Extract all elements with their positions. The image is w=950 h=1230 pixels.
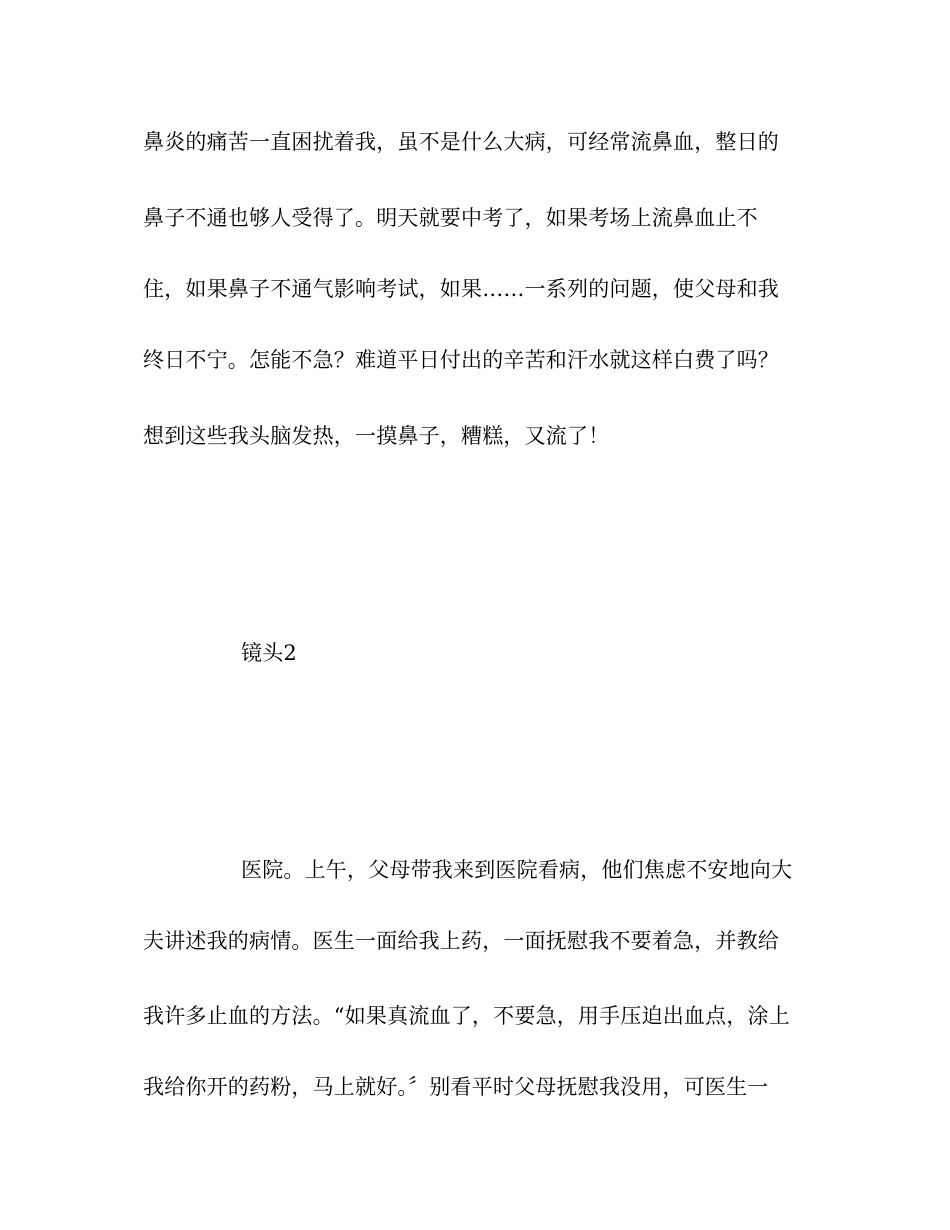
text-line: 想到这些我头脑发热，一摸鼻子，糟糕，又流了！ (143, 424, 610, 448)
text-line: 夫讲述我的病情。医生一面给我上药，一面抚慰我不要着急，并教给 (143, 929, 779, 953)
text-line: 医院。上午，父母带我来到医院看病，他们焦虑不安地向大 (241, 858, 793, 882)
section-heading: 镜头2 (241, 641, 297, 665)
text-line: 终日不宁。怎能不急？难道平日付出的辛苦和汗水就这样白费了吗？ (143, 348, 779, 372)
text-line: 我给你开的药粉，马上就好。〞别看平时父母抚慰我没用，可医生一 (143, 1075, 769, 1099)
text-line: 鼻炎的痛苦一直困扰着我，虽不是什么大病，可经常流鼻血，整日的 (143, 130, 779, 154)
text-line: 鼻子不通也够人受得了。明天就要中考了，如果考场上流鼻血止不 (143, 206, 758, 230)
text-line: 我许多止血的方法。“如果真流血了，不要急，用手压迫出血点，涂上 (143, 1004, 790, 1028)
text-line: 住，如果鼻子不通气影响考试，如果……一系列的问题，使父母和我 (143, 277, 779, 301)
